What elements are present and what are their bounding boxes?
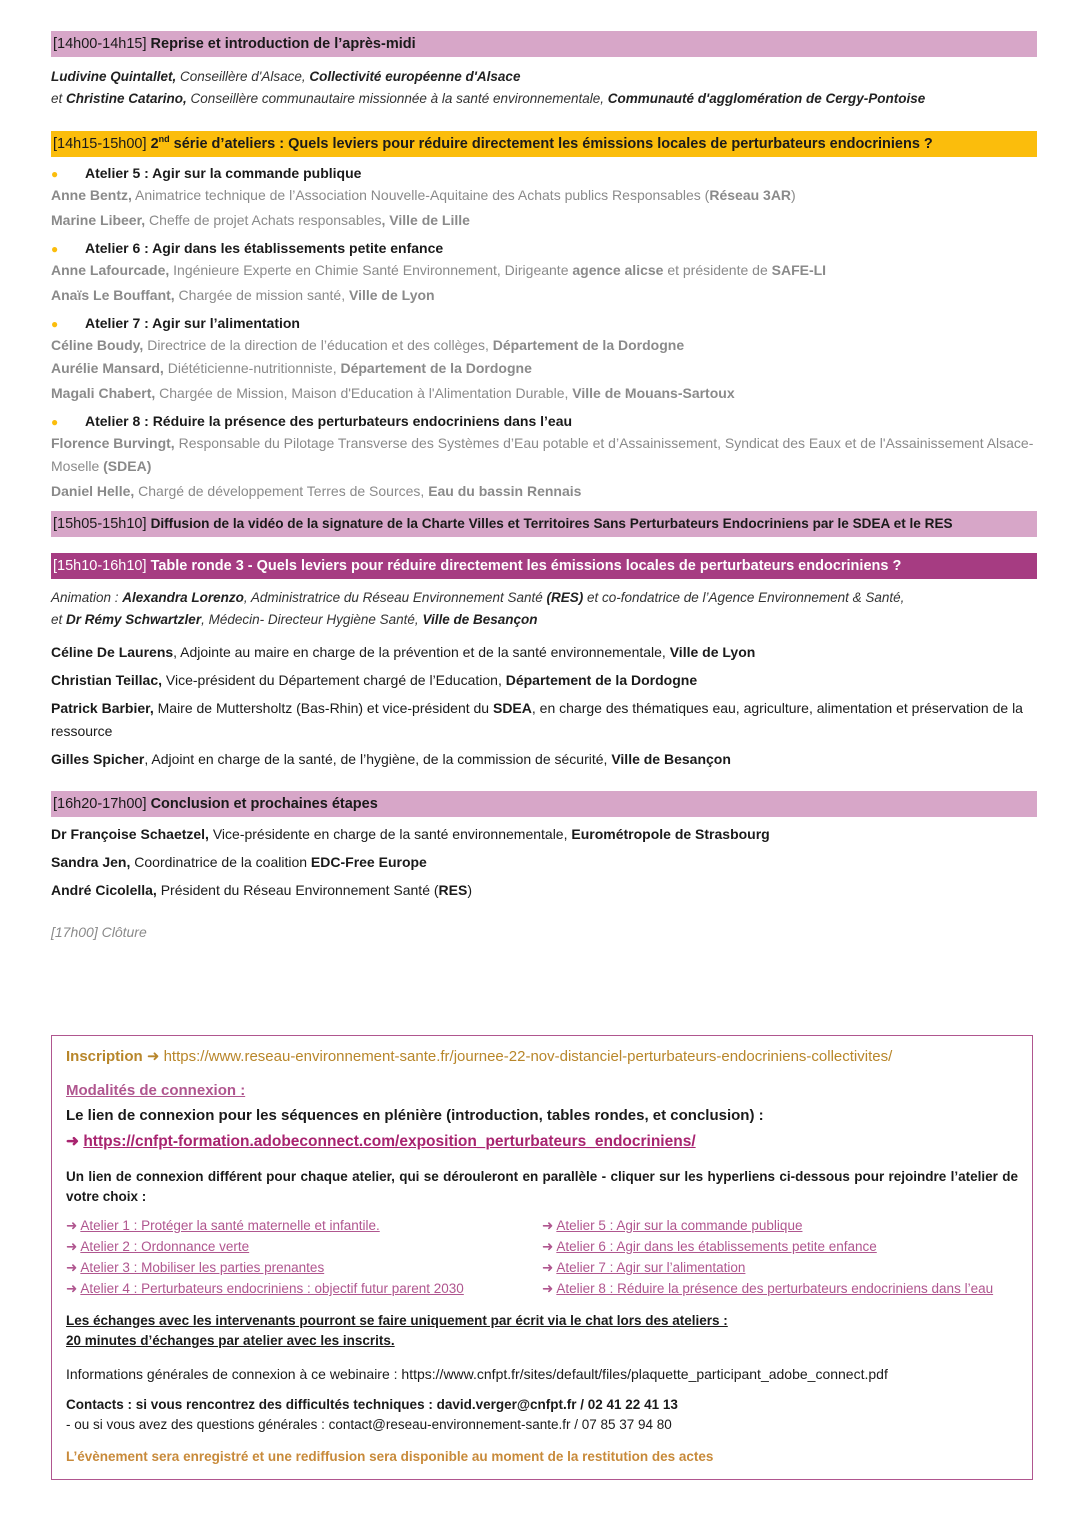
- programme-page: [51, 31, 1037, 940]
- atelier-link-text[interactable]: Atelier 4 : Perturbateurs endocriniens : objectif futur parent 2030: [80, 1281, 464, 1296]
- bold-text: SAFE-LI: [771, 262, 827, 278]
- inscription-label: Inscription: [66, 1048, 143, 1065]
- links-column-left: [66, 1215, 542, 1299]
- bold-text: Eau du bassin Rennais: [428, 483, 582, 499]
- bold-text: Florence Burvingt,: [51, 435, 175, 451]
- atelier-8: [51, 411, 1037, 503]
- text: Chargée de mission santé,: [174, 287, 349, 303]
- bold-text: agence alicse: [572, 262, 664, 278]
- text: Conseillère d'Alsace,: [176, 69, 310, 84]
- bold-text: Département de la Dordogne: [492, 337, 685, 353]
- inscription-line: [66, 1046, 1018, 1068]
- echanges-note: [66, 1311, 1018, 1351]
- section-title: 2nd série d’ateliers : Quels leviers pour réduire directement les émissions locales de perturbateurs endocriniens ?: [150, 134, 933, 152]
- atelier-title: [51, 163, 1037, 184]
- contacts: [66, 1395, 1018, 1435]
- text: Chargée de Mission, Maison d'Education à l'Alimentation Durable,: [155, 385, 573, 401]
- bold-text: Anaïs Le Bouffant,: [51, 287, 175, 303]
- arrow-right-icon: ➜: [542, 1281, 554, 1296]
- section-bar-ateliers: [51, 131, 1037, 157]
- text: Président du Réseau Environnement Santé (: [156, 882, 439, 898]
- bold-text: Céline De Laurens: [51, 644, 174, 660]
- bold-text: Aurélie Mansard,: [51, 360, 164, 376]
- bold-text: Dr Françoise Schaetzel,: [51, 826, 209, 842]
- bold-text: EDC-Free Europe: [310, 854, 427, 870]
- speaker: [51, 334, 1037, 357]
- text: et: [51, 612, 67, 627]
- bold-text: André Cicolella,: [51, 882, 157, 898]
- atelier-link[interactable]: [66, 1257, 542, 1278]
- echanges-line-2: 20 minutes d’échanges par atelier avec les inscrits.: [66, 1333, 395, 1348]
- text: ): [467, 882, 473, 898]
- atelier-title-text: Atelier 5 : Agir sur la commande publique: [85, 165, 362, 181]
- section-bar-reprise: [51, 31, 1037, 57]
- ateliers-instructions: Un lien de connexion différent pour chaque atelier, qui se dérouleront en parallèle - cliquer sur les hyperliens ci-dessous pour rejoindre l’atelier de votre choix :: [66, 1169, 1018, 1204]
- arrow-right-icon: ➜: [66, 1260, 78, 1275]
- atelier-6: [51, 238, 1037, 307]
- bold-text: Christine Catarino,: [66, 91, 187, 106]
- bold-text: Ville de Mouans-Sartoux: [572, 385, 735, 401]
- modalites-title: Modalités de connexion :: [66, 1082, 246, 1099]
- speaker: [51, 432, 1037, 478]
- bold-text: Céline Boudy,: [51, 337, 144, 353]
- section-bar-table-ronde: [51, 553, 1037, 579]
- animation-line-1: [51, 587, 1037, 609]
- bold-text: Ville de Lyon: [349, 287, 435, 303]
- arrow-right-icon: ➜: [66, 1239, 78, 1254]
- text: Cheffe de projet Achats responsables: [145, 212, 382, 228]
- text: , Administratrice du Réseau Environnement Santé: [243, 590, 547, 605]
- section-title: Table ronde 3 - Quels leviers pour réduire directement les émissions locales de perturbateurs endocriniens ?: [150, 558, 902, 574]
- atelier-title: [51, 411, 1037, 432]
- atelier-link-text[interactable]: Atelier 8 : Réduire la présence des perturbateurs endocriniens dans l’eau: [556, 1281, 994, 1296]
- echanges-line-1: Les échanges avec les intervenants pourront se faire uniquement par écrit via le chat lors des ateliers :: [66, 1313, 728, 1328]
- text: Diététicienne-nutritionniste,: [163, 360, 341, 376]
- bold-text: (SDEA): [103, 458, 152, 474]
- speaker: [51, 209, 1037, 232]
- recording-note: L’évènement sera enregistré et une rediffusion sera disponible au moment de la restitution des actes: [66, 1449, 714, 1464]
- speaker: [51, 480, 1037, 503]
- bold-text: Gilles Spicher: [51, 751, 145, 767]
- text: et co-fondatrice de l’Agence Environnement & Santé,: [583, 590, 905, 605]
- panelist: [51, 697, 1037, 743]
- bold-text: Département de la Dordogne: [505, 672, 698, 688]
- connection-info-box: [51, 1035, 1033, 1480]
- atelier-link-text[interactable]: Atelier 1 : Protéger la santé maternelle et infantile.: [80, 1218, 380, 1233]
- bold-text: Marine Libeer,: [51, 212, 146, 228]
- text: Maire de Muttersholtz (Bas-Rhin) et vice-président du: [153, 700, 493, 716]
- bold-text: Alexandra Lorenzo: [122, 590, 244, 605]
- text: , Adjoint en charge de la santé, de l’hygiène, de la commission de sécurité,: [144, 751, 612, 767]
- speaker: [51, 259, 1037, 282]
- bold-text: Sandra Jen,: [51, 854, 131, 870]
- text: Directrice de la direction de l’éducation et des collèges,: [143, 337, 493, 353]
- panelist: [51, 669, 1037, 692]
- panelist: [51, 823, 1037, 846]
- text: et: [51, 91, 67, 106]
- section-time: [16h20-17h00]: [53, 796, 151, 812]
- bold-text: Réseau 3AR: [709, 187, 792, 203]
- closing-time: [17h00] Clôture: [51, 924, 147, 940]
- atelier-link[interactable]: [542, 1215, 1018, 1236]
- atelier-link[interactable]: [66, 1215, 542, 1236]
- atelier-title-text: Atelier 8 : Réduire la présence des perturbateurs endocriniens dans l’eau: [85, 413, 573, 429]
- links-column-right: [542, 1215, 1018, 1299]
- bold-text: Ludivine Quintallet,: [51, 69, 177, 84]
- arrow-right-icon: ➜: [66, 1281, 78, 1296]
- bold-text: , Ville de Lille: [381, 212, 470, 228]
- atelier-title-text: Atelier 7 : Agir sur l’alimentation: [85, 315, 300, 331]
- section-bar-video: [51, 511, 1037, 537]
- ateliers-list: [51, 163, 1037, 503]
- animation-line-2: [51, 609, 1037, 631]
- bold-text: Communauté d'agglomération de Cergy-Pontoise: [607, 91, 926, 106]
- intro-line-1: [51, 66, 1037, 88]
- section-title: Conclusion et prochaines étapes: [150, 796, 378, 812]
- panelist: [51, 851, 1037, 874]
- atelier-link-text[interactable]: Atelier 5 : Agir sur la commande publique: [556, 1218, 803, 1233]
- speaker: [51, 284, 1037, 307]
- atelier-link-text[interactable]: Atelier 3 : Mobiliser les parties prenantes: [80, 1260, 325, 1275]
- atelier-title: [51, 313, 1037, 334]
- atelier-link-text[interactable]: Atelier 7 : Agir sur l’alimentation: [556, 1260, 746, 1275]
- bullet-icon: ●: [51, 242, 59, 256]
- text: Ingénieure Experte en Chimie Santé Environnement, Dirigeante: [169, 262, 573, 278]
- contact-technique: Contacts : si vous rencontrez des difficultés techniques : david.verger@cnfpt.fr / 02 41 22 41 13: [66, 1397, 678, 1412]
- section-title: Diffusion de la vidéo de la signature de la Charte Villes et Territoires Sans Perturbateurs Endocriniens par le SDEA et le RES: [150, 516, 953, 531]
- atelier-link[interactable]: [542, 1278, 1018, 1299]
- bold-text: Patrick Barbier,: [51, 700, 154, 716]
- text: Conseillère communautaire missionnée à la santé environnementale,: [186, 91, 608, 106]
- bold-text: Ville de Besançon: [611, 751, 731, 767]
- bold-text: Christian Teillac,: [51, 672, 162, 688]
- atelier-link-text[interactable]: Atelier 6 : Agir dans les établissements petite enfance: [556, 1239, 877, 1254]
- text: et présidente de: [663, 262, 772, 278]
- bold-text: Eurométropole de Strasbourg: [571, 826, 770, 842]
- arrow-right-icon: ➜: [146, 1048, 160, 1065]
- atelier-title: [51, 238, 1037, 259]
- text: Coordinatrice de la coalition: [130, 854, 311, 870]
- ateliers-links: [66, 1215, 1018, 1299]
- arrow-right-icon: ➜: [66, 1218, 78, 1233]
- bold-text: Magali Chabert,: [51, 385, 156, 401]
- text: , en charge des thématiques eau, agriculture, alimentation et préservation de la ressource: [51, 700, 1023, 739]
- table-ronde-panel: [51, 641, 1037, 771]
- bold-text: Ville de Lyon: [669, 644, 756, 660]
- atelier-5: [51, 163, 1037, 232]
- section-time: [14h00-14h15]: [53, 36, 147, 52]
- bold-text: Ville de Besançon: [422, 612, 538, 627]
- section-time: [15h05-15h10]: [53, 516, 151, 532]
- bold-text: Dr Rémy Schwartzler: [66, 612, 202, 627]
- text: ): [791, 187, 796, 203]
- pleniere-link-line: [66, 1132, 1018, 1151]
- speaker: [51, 357, 1037, 380]
- panelist: [51, 879, 1037, 902]
- atelier-link[interactable]: [542, 1257, 1018, 1278]
- speaker: [51, 382, 1037, 405]
- panelist: [51, 748, 1037, 771]
- section-bar-conclusion: [51, 791, 1037, 817]
- bold-text: (RES): [546, 590, 584, 605]
- arrow-right-icon: ➜: [542, 1260, 554, 1275]
- atelier-link[interactable]: [66, 1236, 542, 1257]
- arrow-right-icon: ➜: [542, 1218, 554, 1233]
- text: Animation :: [51, 590, 123, 605]
- inscription-link[interactable]: https://www.reseau-environnement-sante.fr/journee-22-nov-distanciel-perturbateurs-endocriniens-collectivites/: [159, 1048, 893, 1065]
- bullet-icon: ●: [51, 167, 59, 181]
- atelier-link[interactable]: [542, 1236, 1018, 1257]
- speaker: [51, 184, 1037, 207]
- atelier-title-text: Atelier 6 : Agir dans les établissements petite enfance: [85, 240, 444, 256]
- atelier-link-text[interactable]: Atelier 2 : Ordonnance verte: [80, 1239, 250, 1254]
- pleniere-label: Le lien de connexion pour les séquences en plénière (introduction, tables rondes, et conclusion) :: [66, 1107, 764, 1124]
- atelier-7: [51, 313, 1037, 405]
- bold-text: SDEA: [492, 700, 532, 716]
- text: , Adjointe au maire en charge de la prévention et de la santé environnementale,: [173, 644, 670, 660]
- panelist: [51, 641, 1037, 664]
- bullet-icon: ●: [51, 317, 59, 331]
- general-info: Informations générales de connexion à ce webinaire : https://www.cnfpt.fr/sites/default/files/plaquette_participant_adobe_connect.pdf: [66, 1366, 888, 1382]
- arrow-right-icon: ➜: [66, 1133, 79, 1150]
- bold-text: Daniel Helle,: [51, 483, 135, 499]
- atelier-link[interactable]: [66, 1278, 542, 1299]
- conclusion-panel: [51, 823, 1037, 902]
- bullet-icon: ●: [51, 415, 59, 429]
- section-time: [14h15-15h00]: [53, 136, 151, 152]
- pleniere-link[interactable]: https://cnfpt-formation.adobeconnect.com/exposition_perturbateurs_endocriniens/: [83, 1133, 696, 1150]
- bold-text: Collectivité européenne d'Alsace: [309, 69, 521, 84]
- bold-text: RES: [438, 882, 468, 898]
- text: Responsable du Pilotage Transverse des Systèmes d’Eau potable et d’Assainissement, Syndicat des Eaux et de l'Assainissement Alsace-Moselle: [51, 435, 1034, 474]
- text: Vice-présidente en charge de la santé environnementale,: [208, 826, 572, 842]
- section-time: [15h10-16h10]: [53, 558, 151, 574]
- contact-general: - ou si vous avez des questions générales : contact@reseau-environnement-sante.fr / 07 85 37 94 80: [66, 1417, 672, 1432]
- bold-text: Département de la Dordogne: [340, 360, 532, 376]
- arrow-right-icon: ➜: [542, 1239, 554, 1254]
- text: Vice-président du Département chargé de l’Education,: [162, 672, 506, 688]
- text: , Médecin- Directeur Hygiène Santé,: [201, 612, 423, 627]
- text: Chargé de développement Terres de Sources,: [134, 483, 429, 499]
- intro-line-2: [51, 88, 1037, 110]
- bold-text: Anne Lafourcade,: [51, 262, 170, 278]
- bold-text: Anne Bentz,: [51, 187, 132, 203]
- section-title: Reprise et introduction de l’après-midi: [146, 36, 416, 52]
- text: Animatrice technique de l’Association Nouvelle-Aquitaine des Achats publics Responsables (: [131, 187, 710, 203]
